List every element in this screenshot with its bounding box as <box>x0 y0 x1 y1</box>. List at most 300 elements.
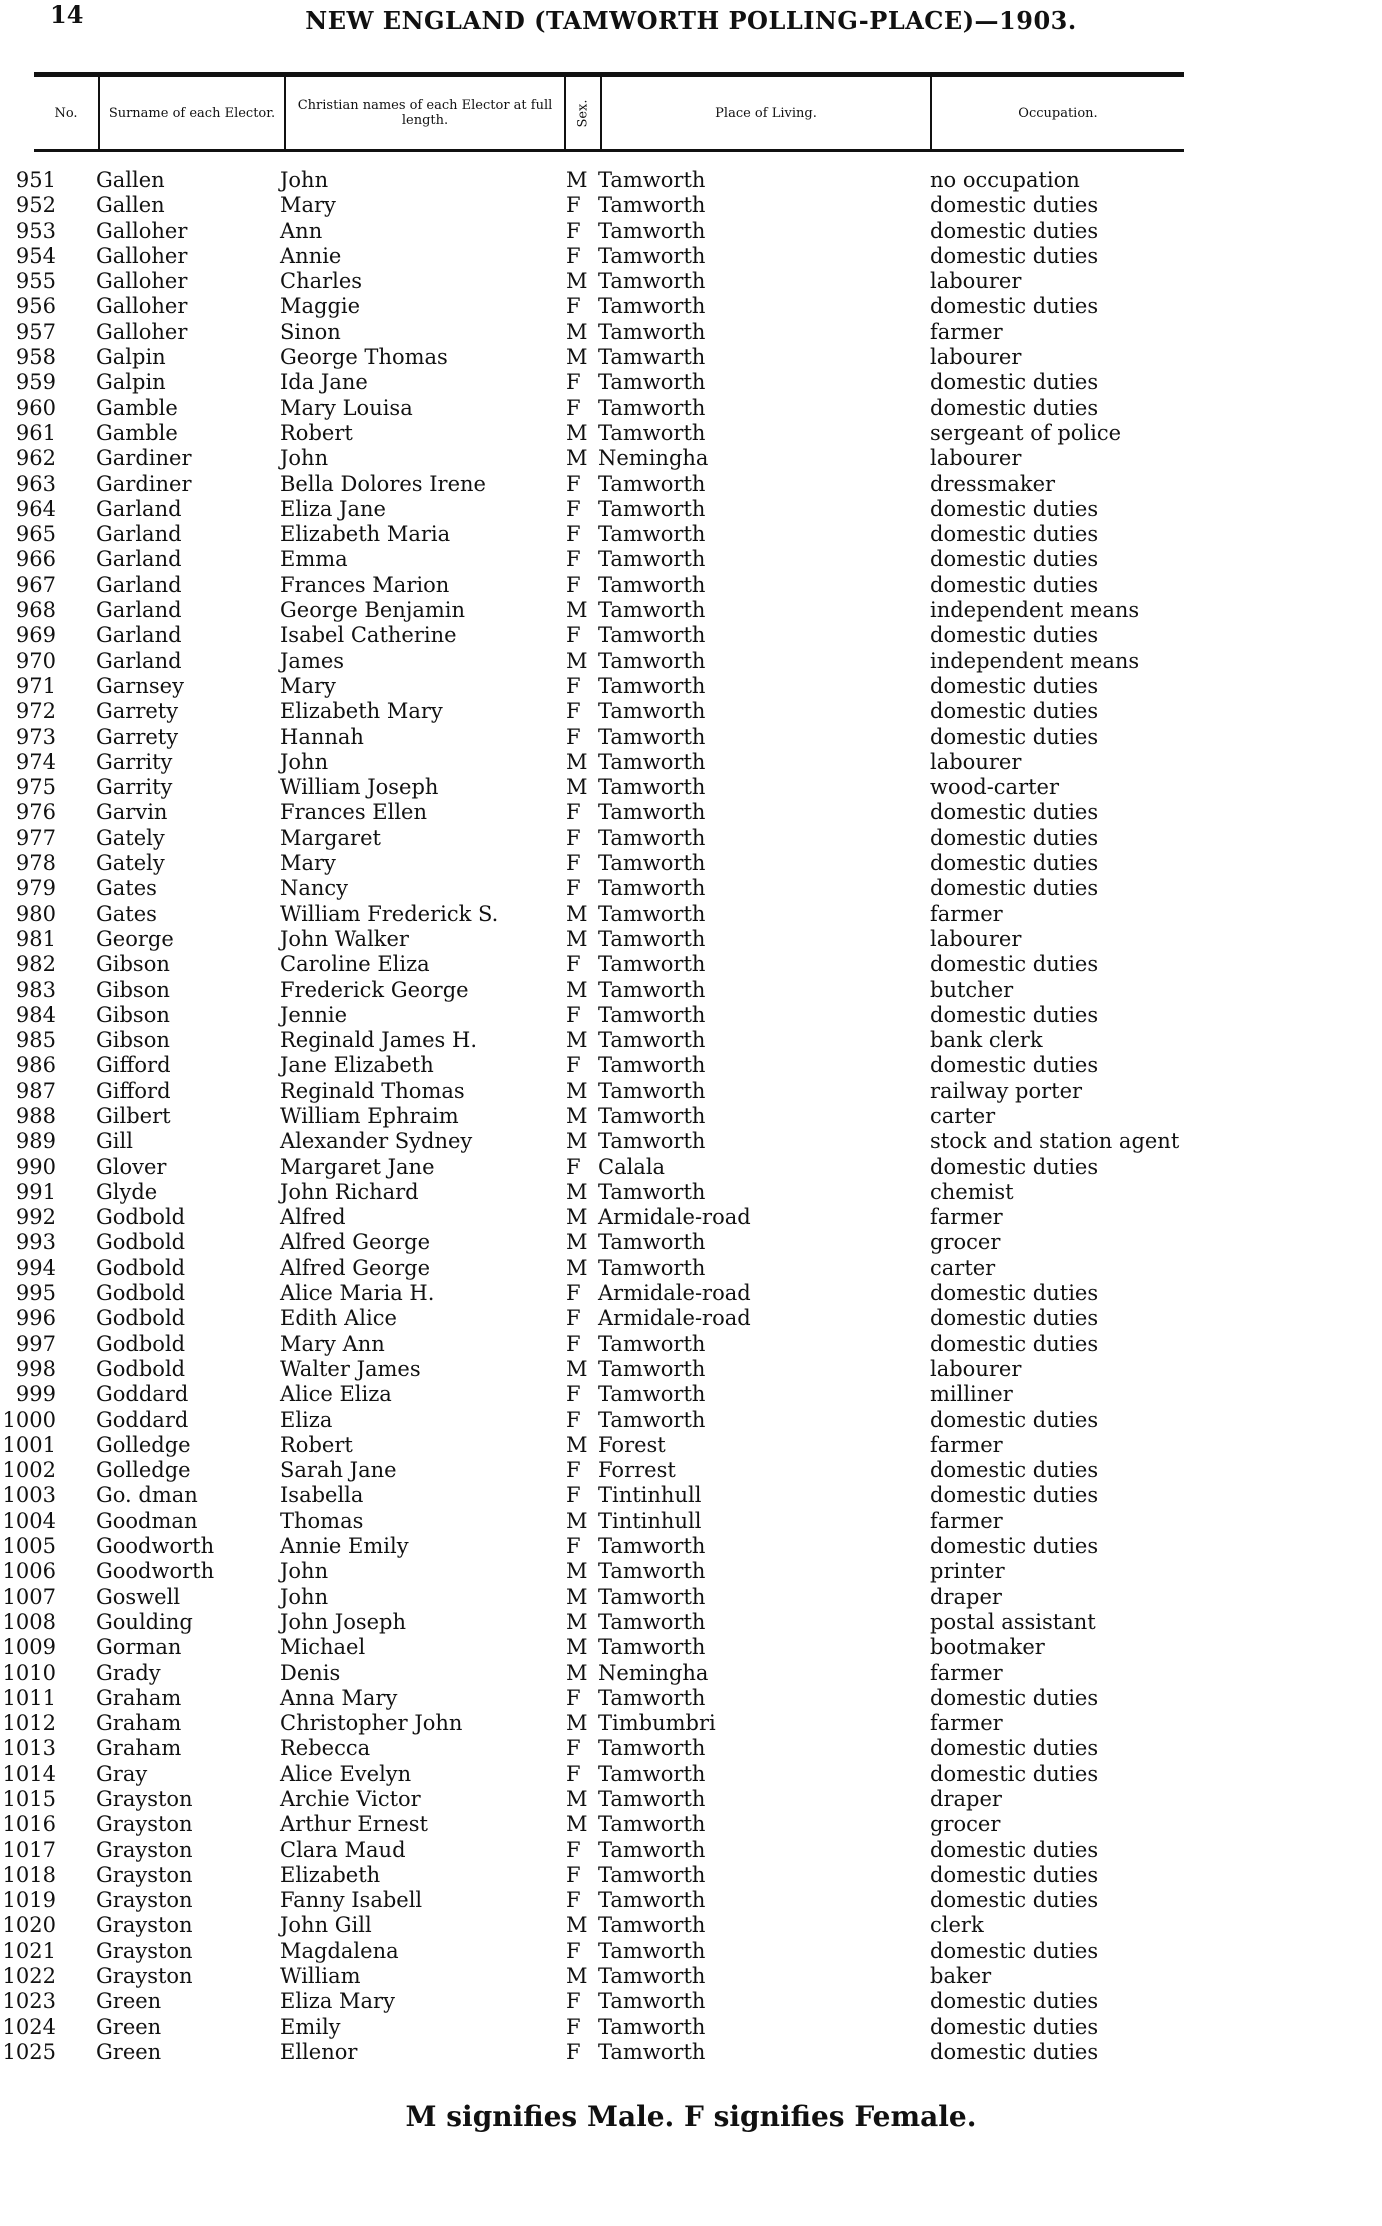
table-row <box>0 1913 1382 1938</box>
elector-number: 1006 <box>2 1559 56 1584</box>
elector-place-of-living: Tamworth <box>598 1989 706 2014</box>
table-row <box>0 1787 1382 1812</box>
elector-number: 995 <box>15 1281 56 1306</box>
elector-christian-names: Eliza <box>280 1407 333 1432</box>
elector-number: 988 <box>15 1103 56 1128</box>
elector-sex: F <box>566 572 581 597</box>
elector-christian-names: George Thomas <box>280 345 448 370</box>
elector-occupation: domestic duties <box>930 370 1099 395</box>
elector-occupation: domestic duties <box>930 800 1099 825</box>
table-row <box>0 927 1382 952</box>
elector-occupation: domestic duties <box>930 952 1099 977</box>
elector-place-of-living: Tamworth <box>598 926 706 951</box>
elector-christian-names: John <box>280 446 329 471</box>
table-row <box>0 2015 1382 2040</box>
elector-sex: M <box>566 1711 588 1736</box>
elector-sex: F <box>566 522 581 547</box>
elector-occupation: farmer <box>930 319 1003 344</box>
elector-sex: M <box>566 1356 588 1381</box>
elector-place-of-living: Tamworth <box>598 1584 706 1609</box>
elector-occupation: wood-carter <box>930 775 1060 800</box>
elector-occupation: domestic duties <box>930 1837 1099 1862</box>
elector-sex: M <box>566 1103 588 1128</box>
elector-surname: Goulding <box>96 1609 193 1634</box>
elector-christian-names: Mary <box>280 851 336 876</box>
table-row <box>0 775 1382 800</box>
table-row <box>0 522 1382 547</box>
elector-place-of-living: Tamworth <box>598 699 706 724</box>
elector-occupation: no occupation <box>930 168 1080 192</box>
elector-sex: F <box>566 1837 581 1862</box>
elector-christian-names: Anna Mary <box>280 1685 398 1710</box>
table-row <box>0 547 1382 572</box>
elector-sex: F <box>566 623 581 648</box>
elector-place-of-living: Tamworth <box>598 1559 706 1584</box>
table-row <box>0 699 1382 724</box>
elector-occupation: domestic duties <box>930 1685 1099 1710</box>
table-row <box>0 1711 1382 1736</box>
elector-surname: Galloher <box>96 319 188 344</box>
elector-surname: Gibson <box>96 977 170 1002</box>
elector-number: 1009 <box>2 1635 56 1660</box>
table-row <box>0 370 1382 395</box>
elector-christian-names: William <box>280 1964 361 1989</box>
elector-surname: Gardiner <box>96 471 192 496</box>
elector-surname: Gates <box>96 876 157 901</box>
elector-sex: F <box>566 952 581 977</box>
elector-sex: M <box>566 648 588 673</box>
elector-surname: Garrity <box>96 749 173 774</box>
elector-occupation: domestic duties <box>930 2014 1099 2039</box>
table-row <box>0 1104 1382 1129</box>
elector-place-of-living: Tintinhull <box>598 1483 702 1508</box>
elector-christian-names: Reginald Thomas <box>280 1078 465 1103</box>
elector-occupation: domestic duties <box>930 1002 1099 1027</box>
elector-sex: M <box>566 1078 588 1103</box>
elector-christian-names: Margaret Jane <box>280 1154 435 1179</box>
elector-surname: Glyde <box>96 1179 158 1204</box>
elector-surname: Godbold <box>96 1255 186 1280</box>
elector-place-of-living: Tamworth <box>598 952 706 977</box>
elector-christian-names: Mary <box>280 193 336 218</box>
elector-place-of-living: Tamworth <box>598 749 706 774</box>
elector-occupation: domestic duties <box>930 1761 1099 1786</box>
elector-place-of-living: Tamworth <box>598 572 706 597</box>
table-row <box>0 472 1382 497</box>
elector-surname: George <box>96 926 174 951</box>
elector-place-of-living: Tamworth <box>598 1028 706 1053</box>
elector-occupation: bank clerk <box>930 1028 1043 1053</box>
elector-sex: F <box>566 1685 581 1710</box>
elector-place-of-living: Tamworth <box>598 522 706 547</box>
elector-christian-names: Thomas <box>280 1508 364 1533</box>
elector-occupation: farmer <box>930 1660 1003 1685</box>
elector-christian-names: Ellenor <box>280 2039 358 2064</box>
elector-occupation: farmer <box>930 1508 1003 1533</box>
elector-surname: Godbold <box>96 1230 186 1255</box>
elector-sex: M <box>566 1812 588 1837</box>
elector-surname: Goodworth <box>96 1534 215 1559</box>
elector-christian-names: Alfred George <box>280 1230 430 1255</box>
elector-sex: F <box>566 1989 581 2014</box>
elector-sex: F <box>566 2039 581 2064</box>
sex-legend-footnote: M signifies Male. F signifies Female. <box>405 2100 977 2133</box>
elector-sex: F <box>566 699 581 724</box>
elector-sex: F <box>566 1761 581 1786</box>
elector-number: 989 <box>15 1129 56 1154</box>
elector-christian-names: John <box>280 1559 329 1584</box>
table-row <box>0 674 1382 699</box>
elector-number: 1021 <box>2 1938 56 1963</box>
elector-number: 963 <box>15 471 56 496</box>
elector-christian-names: William Frederick S. <box>280 901 499 926</box>
elector-place-of-living: Tamworth <box>598 901 706 926</box>
table-row <box>0 1205 1382 1230</box>
elector-sex: F <box>566 825 581 850</box>
elector-number: 1017 <box>2 1837 56 1862</box>
elector-surname: Garrety <box>96 699 179 724</box>
elector-surname: Gill <box>96 1129 133 1154</box>
table-row <box>0 168 1382 193</box>
elector-place-of-living: Tamworth <box>598 370 706 395</box>
elector-surname: Gibson <box>96 1028 170 1053</box>
elector-sex: F <box>566 294 581 319</box>
elector-surname: Godbold <box>96 1205 186 1230</box>
elector-number: 956 <box>15 294 56 319</box>
elector-christian-names: Emma <box>280 547 348 572</box>
elector-occupation: clerk <box>930 1913 984 1938</box>
elector-number: 1010 <box>2 1660 56 1685</box>
elector-place-of-living: Tamworth <box>598 1129 706 1154</box>
elector-surname: Garrety <box>96 724 179 749</box>
elector-christian-names: Edith Alice <box>280 1306 397 1331</box>
elector-surname: Gamble <box>96 395 178 420</box>
table-row <box>0 1661 1382 1686</box>
elector-sex: M <box>566 1432 588 1457</box>
elector-sex: M <box>566 420 588 445</box>
table-row <box>0 1939 1382 1964</box>
table-row <box>0 826 1382 851</box>
elector-christian-names: John <box>280 168 329 192</box>
table-row <box>0 1155 1382 1180</box>
table-row <box>0 1610 1382 1635</box>
elector-place-of-living: Nemingha <box>598 446 709 471</box>
elector-occupation: domestic duties <box>930 1331 1099 1356</box>
elector-occupation: farmer <box>930 901 1003 926</box>
elector-number: 994 <box>15 1255 56 1280</box>
elector-christian-names: Ann <box>280 218 323 243</box>
elector-surname: Gately <box>96 851 165 876</box>
elector-occupation: domestic duties <box>930 724 1099 749</box>
elector-sex: M <box>566 1179 588 1204</box>
table-row <box>0 1888 1382 1913</box>
elector-sex: M <box>566 598 588 623</box>
elector-occupation: carter <box>930 1103 996 1128</box>
table-row <box>0 320 1382 345</box>
elector-place-of-living: Tamworth <box>598 420 706 445</box>
elector-place-of-living: Tamworth <box>598 1837 706 1862</box>
elector-occupation: domestic duties <box>930 825 1099 850</box>
table-row <box>0 902 1382 927</box>
elector-number: 1022 <box>2 1964 56 1989</box>
elector-christian-names: Alfred <box>280 1205 346 1230</box>
elector-sex: F <box>566 1002 581 1027</box>
elector-christian-names: Elizabeth Maria <box>280 522 451 547</box>
elector-place-of-living: Armidale-road <box>598 1306 751 1331</box>
elector-number: 997 <box>15 1331 56 1356</box>
elector-place-of-living: Tamworth <box>598 1382 706 1407</box>
elector-number: 1014 <box>2 1761 56 1786</box>
elector-place-of-living: Tamworth <box>598 1331 706 1356</box>
elector-occupation: labourer <box>930 446 1022 471</box>
elector-occupation: independent means <box>930 648 1140 673</box>
elector-number: 1023 <box>2 1989 56 2014</box>
elector-surname: Grayston <box>96 1862 193 1887</box>
elector-place-of-living: Tamworth <box>598 2039 706 2064</box>
elector-place-of-living: Tintinhull <box>598 1508 702 1533</box>
elector-surname: Goddard <box>96 1407 189 1432</box>
elector-occupation: domestic duties <box>930 2039 1099 2064</box>
elector-number: 966 <box>15 547 56 572</box>
elector-surname: Green <box>96 2014 162 2039</box>
elector-number: 987 <box>15 1078 56 1103</box>
elector-number: 1002 <box>2 1458 56 1483</box>
elector-place-of-living: Tamworth <box>598 168 706 192</box>
table-row <box>0 421 1382 446</box>
elector-surname: Gorman <box>96 1635 182 1660</box>
column-header-occupation: Occupation. <box>1018 105 1098 121</box>
elector-surname: Grady <box>96 1660 161 1685</box>
elector-number: 958 <box>15 345 56 370</box>
elector-christian-names: William Ephraim <box>280 1103 459 1128</box>
elector-place-of-living: Tamworth <box>598 1179 706 1204</box>
elector-surname: Galloher <box>96 269 188 294</box>
elector-occupation: grocer <box>930 1230 1001 1255</box>
elector-occupation: printer <box>930 1559 1005 1584</box>
elector-occupation: domestic duties <box>930 1306 1099 1331</box>
table-row <box>0 193 1382 218</box>
elector-sex: M <box>566 446 588 471</box>
elector-surname: Grayston <box>96 1938 193 1963</box>
elector-list <box>0 168 1382 2065</box>
elector-number: 1025 <box>2 2039 56 2064</box>
elector-place-of-living: Tamworth <box>598 1964 706 1989</box>
elector-place-of-living: Tamworth <box>598 269 706 294</box>
table-row <box>0 1838 1382 1863</box>
elector-place-of-living: Tamworth <box>598 1736 706 1761</box>
elector-occupation: butcher <box>930 977 1014 1002</box>
elector-surname: Godbold <box>96 1281 186 1306</box>
elector-occupation: domestic duties <box>930 547 1099 572</box>
elector-christian-names: Robert <box>280 1432 353 1457</box>
elector-place-of-living: Tamworth <box>598 1230 706 1255</box>
elector-number: 996 <box>15 1306 56 1331</box>
elector-christian-names: Hannah <box>280 724 364 749</box>
elector-number: 998 <box>15 1356 56 1381</box>
elector-number: 1011 <box>2 1685 56 1710</box>
elector-number: 954 <box>15 243 56 268</box>
elector-occupation: domestic duties <box>930 1458 1099 1483</box>
table-row <box>0 573 1382 598</box>
table-row <box>0 1129 1382 1154</box>
elector-surname: Gifford <box>96 1078 171 1103</box>
elector-place-of-living: Tamworth <box>598 673 706 698</box>
elector-christian-names: Alexander Sydney <box>280 1129 473 1154</box>
elector-number: 961 <box>15 420 56 445</box>
table-row <box>0 1559 1382 1584</box>
elector-christian-names: Rebecca <box>280 1736 371 1761</box>
elector-number: 976 <box>15 800 56 825</box>
elector-occupation: domestic duties <box>930 395 1099 420</box>
elector-surname: Golledge <box>96 1432 191 1457</box>
elector-christian-names: Jane Elizabeth <box>280 1053 434 1078</box>
elector-number: 967 <box>15 572 56 597</box>
elector-surname: Gray <box>96 1761 148 1786</box>
elector-sex: F <box>566 1331 581 1356</box>
elector-occupation: domestic duties <box>930 1989 1099 2014</box>
elector-occupation: postal assistant <box>930 1609 1096 1634</box>
elector-sex: M <box>566 1635 588 1660</box>
elector-surname: Gallen <box>96 193 165 218</box>
table-row <box>0 219 1382 244</box>
elector-surname: Gibson <box>96 952 170 977</box>
elector-christian-names: John Gill <box>280 1913 372 1938</box>
elector-surname: Garland <box>96 648 182 673</box>
elector-number: 960 <box>15 395 56 420</box>
elector-number: 985 <box>15 1028 56 1053</box>
elector-sex: F <box>566 851 581 876</box>
elector-christian-names: Ida Jane <box>280 370 368 395</box>
elector-sex: F <box>566 1534 581 1559</box>
elector-number: 975 <box>15 775 56 800</box>
elector-christian-names: Christopher John <box>280 1711 463 1736</box>
elector-sex: M <box>566 1129 588 1154</box>
elector-surname: Grayston <box>96 1964 193 1989</box>
table-row <box>0 1736 1382 1761</box>
elector-christian-names: Annie Emily <box>280 1534 409 1559</box>
elector-surname: Godbold <box>96 1356 186 1381</box>
page-number: 14 <box>50 0 84 29</box>
elector-occupation: railway porter <box>930 1078 1083 1103</box>
elector-christian-names: Jennie <box>280 1002 348 1027</box>
elector-occupation: domestic duties <box>930 1862 1099 1887</box>
elector-surname: Green <box>96 1989 162 2014</box>
elector-surname: Garvin <box>96 800 168 825</box>
elector-place-of-living: Tamworth <box>598 724 706 749</box>
elector-occupation: domestic duties <box>930 572 1099 597</box>
elector-number: 1013 <box>2 1736 56 1761</box>
column-header-no: No. <box>34 77 100 149</box>
elector-occupation: domestic duties <box>930 851 1099 876</box>
elector-number: 959 <box>15 370 56 395</box>
elector-place-of-living: Tamworth <box>598 1862 706 1887</box>
elector-sex: M <box>566 1508 588 1533</box>
elector-occupation: labourer <box>930 749 1022 774</box>
elector-place-of-living: Tamworth <box>598 876 706 901</box>
elector-place-of-living: Tamworth <box>598 218 706 243</box>
table-row <box>0 978 1382 1003</box>
column-header-sex-label: Sex. <box>575 98 591 128</box>
elector-christian-names: John Richard <box>280 1179 419 1204</box>
elector-place-of-living: Armidale-road <box>598 1205 751 1230</box>
elector-number: 965 <box>15 522 56 547</box>
elector-christian-names: John <box>280 1584 329 1609</box>
elector-sex: F <box>566 724 581 749</box>
elector-place-of-living: Forrest <box>598 1458 676 1483</box>
elector-number: 979 <box>15 876 56 901</box>
page-title: NEW ENGLAND (TAMWORTH POLLING-PLACE)—1903. <box>305 6 1077 35</box>
elector-christian-names: Margaret <box>280 825 381 850</box>
elector-christian-names: John Joseph <box>280 1609 407 1634</box>
elector-sex: M <box>566 1964 588 1989</box>
table-row <box>0 800 1382 825</box>
elector-surname: Grayston <box>96 1913 193 1938</box>
elector-christian-names: Fanny Isabell <box>280 1888 423 1913</box>
elector-place-of-living: Tamworth <box>598 851 706 876</box>
elector-occupation: domestic duties <box>930 1534 1099 1559</box>
elector-surname: Grayston <box>96 1888 193 1913</box>
elector-surname: Galpin <box>96 370 166 395</box>
table-row <box>0 876 1382 901</box>
elector-number: 1007 <box>2 1584 56 1609</box>
elector-christian-names: Mary <box>280 673 336 698</box>
elector-place-of-living: Tamworth <box>598 193 706 218</box>
table-row <box>0 1180 1382 1205</box>
elector-occupation: labourer <box>930 345 1022 370</box>
elector-surname: Glover <box>96 1154 167 1179</box>
elector-surname: Gilbert <box>96 1103 171 1128</box>
elector-surname: Graham <box>96 1711 182 1736</box>
elector-sex: M <box>566 1660 588 1685</box>
elector-number: 1019 <box>2 1888 56 1913</box>
elector-sex: F <box>566 1458 581 1483</box>
table-row <box>0 725 1382 750</box>
elector-number: 972 <box>15 699 56 724</box>
elector-place-of-living: Tamworth <box>598 395 706 420</box>
elector-christian-names: Charles <box>280 269 363 294</box>
elector-sex: M <box>566 345 588 370</box>
elector-number: 977 <box>15 825 56 850</box>
table-row <box>0 1230 1382 1255</box>
table-row <box>0 1483 1382 1508</box>
elector-christian-names: George Benjamin <box>280 598 466 623</box>
elector-number: 952 <box>15 193 56 218</box>
elector-christian-names: Clara Maud <box>280 1837 406 1862</box>
elector-place-of-living: Tamworth <box>598 825 706 850</box>
elector-surname: Garland <box>96 522 182 547</box>
elector-sex: F <box>566 496 581 521</box>
elector-place-of-living: Tamworth <box>598 496 706 521</box>
elector-place-of-living: Tamworth <box>598 1534 706 1559</box>
elector-sex: M <box>566 1028 588 1053</box>
elector-christian-names: Walter James <box>280 1356 421 1381</box>
elector-occupation: domestic duties <box>930 876 1099 901</box>
elector-occupation: stock and station agent <box>930 1129 1180 1154</box>
elector-occupation: farmer <box>930 1432 1003 1457</box>
elector-place-of-living: Armidale-road <box>598 1281 751 1306</box>
table-row <box>0 1762 1382 1787</box>
elector-place-of-living: Tamworth <box>598 1913 706 1938</box>
elector-place-of-living: Tamworth <box>598 547 706 572</box>
elector-occupation: chemist <box>930 1179 1014 1204</box>
elector-sex: M <box>566 749 588 774</box>
elector-surname: Gates <box>96 901 157 926</box>
table-row <box>0 1509 1382 1534</box>
elector-number: 970 <box>15 648 56 673</box>
elector-number: 1004 <box>2 1508 56 1533</box>
elector-occupation: domestic duties <box>930 1888 1099 1913</box>
elector-christian-names: Annie <box>280 243 342 268</box>
